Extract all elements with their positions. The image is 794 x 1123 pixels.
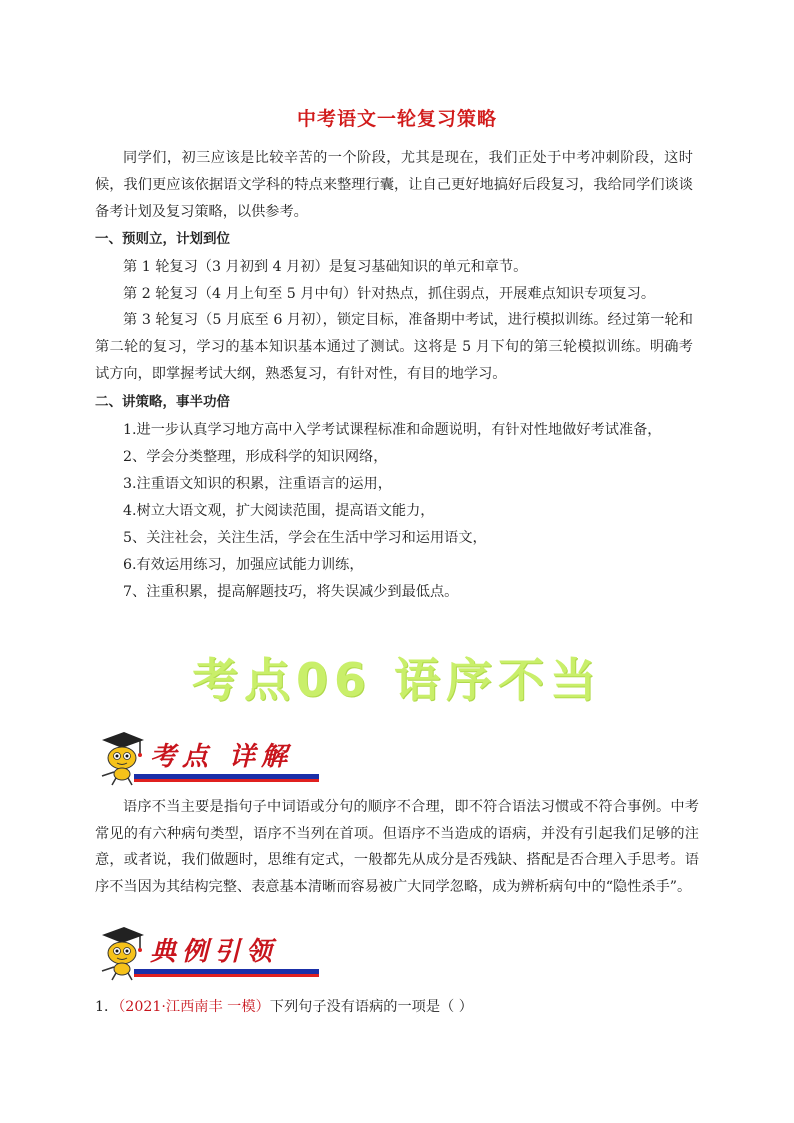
- topic-title: 考点06 语序不当: [191, 653, 603, 707]
- banner-underline-red: [134, 974, 319, 977]
- question-number: 1．: [95, 999, 119, 1015]
- explanation-paragraph: 语序不当主要是指句子中词语或分句的顺序不合理，即不符合语法习惯或不符合事例。中考常见的有六种病句类型，语序不当列在首项。但语序不当造成的语病，并没有引起我们足够的注意，或者说，我们做题时，思维有定式，一般都先从成分是否残缺、搭配是否合理入手思考。语序不当因为其结构完整、表意基本清晰而容易被广大同学忽略，成为辨析病句中的“隐性杀手”。: [95, 799, 699, 895]
- section-banner-examples: [94, 925, 324, 981]
- section2-heading: 二、讲策略，事半功倍: [95, 394, 230, 410]
- banner-label: 典例引领: [150, 937, 279, 967]
- question-1: [95, 997, 473, 1017]
- strategy-item: 4.树立大语文观，扩大阅读范围，提高语文能力，: [123, 503, 435, 519]
- intro-paragraph: 同学们，初三应该是比较辛苦的一个阶段，尤其是现在，我们正处于中考冲刺阶段，这时候，我们更应该依据语文学科的特点来整理行囊，让自己更好地搞好后段复习，我给同学们谈谈备考计划及复习策略，以供参考。: [95, 150, 693, 220]
- question-text: 下列句子没有语病的一项是（ ）: [269, 999, 473, 1015]
- strategy-item: 1.进一步认真学习地方高中入学考试课程标准和命题说明，有针对性地做好考试准备，: [123, 422, 662, 438]
- section-banner-detail: [94, 730, 324, 786]
- page-title: 中考语文一轮复习策略: [296, 108, 497, 130]
- strategy-item: 3.注重语文知识的积累，注重语言的运用，: [123, 476, 392, 492]
- section1-heading: 一、预则立，计划到位: [95, 231, 230, 247]
- round3-paragraph: 第 3 轮复习（5 月底至 6 月初），锁定目标，准备期中考试，进行模拟训练。经过第一轮和第二轮的复习，学习的基本知识基本通过了测试。这将是 5 月下旬的第三轮模拟训练。明确考试方向，即掌握考试大纲，熟悉复习，有针对性，有目的地学习。: [95, 312, 693, 382]
- strategy-item: 5、关注社会，关注生活，学会在生活中学习和运用语文，: [123, 530, 487, 546]
- question-source: （2021·江西南丰 一模）: [118, 999, 270, 1015]
- round1-text: 第 1 轮复习（3 月初到 4 月初）是复习基础知识的单元和章节。: [123, 259, 528, 275]
- strategy-item: 2、学会分类整理，形成科学的知识网络，: [123, 449, 388, 465]
- banner-label: 考点 详解: [150, 742, 294, 772]
- round2-text: 第 2 轮复习（4 月上旬至 5 月中旬）针对热点，抓住弱点，开展难点知识专项复习。: [123, 286, 656, 302]
- strategy-item: 6.有效运用练习，加强应试能力训练，: [123, 557, 364, 573]
- banner-underline-red: [134, 779, 319, 782]
- strategy-item: 7、注重积累，提高解题技巧，将失误减少到最低点。: [123, 584, 459, 600]
